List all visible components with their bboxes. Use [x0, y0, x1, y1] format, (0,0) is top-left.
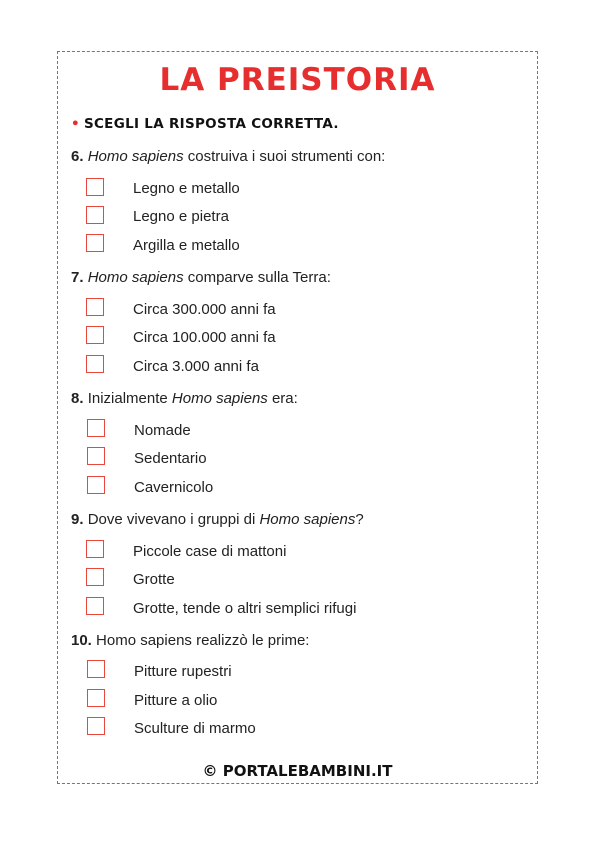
- answer-checkbox[interactable]: [87, 689, 105, 707]
- answer-option: Circa 3.000 anni fa: [133, 358, 259, 375]
- question-text-italic: Homo sapiens: [259, 511, 356, 528]
- answer-option: Nomade: [134, 422, 191, 439]
- question-number: 7.: [71, 269, 84, 286]
- bullet-icon: •: [71, 116, 80, 132]
- answer-checkbox[interactable]: [87, 476, 105, 494]
- answer-checkbox[interactable]: [86, 326, 104, 344]
- answer-checkbox[interactable]: [86, 597, 104, 615]
- answer-option: Grotte, tende o altri semplici rifugi: [133, 600, 357, 617]
- answer-checkbox[interactable]: [87, 660, 105, 678]
- question-text-before: Dove vivevano i gruppi di: [87, 511, 260, 528]
- answer-checkbox[interactable]: [86, 298, 104, 316]
- answer-option: Cavernicolo: [134, 479, 214, 496]
- question-text-italic: Homo sapiens: [171, 390, 268, 407]
- question-text-after: era:: [267, 390, 298, 407]
- answer-checkbox[interactable]: [86, 178, 104, 196]
- question-text-after: comparve sulla Terra:: [183, 269, 331, 286]
- answer-checkbox[interactable]: [86, 206, 104, 224]
- copyright-footer: © PORTALEBAMBINI.IT: [202, 762, 393, 780]
- answer-option: Argilla e metallo: [133, 237, 240, 254]
- question-number: 10.: [71, 632, 92, 649]
- page-title: LA PREISTORIA: [159, 62, 436, 98]
- question-text-after: ?: [355, 511, 364, 528]
- instruction-text: SCEGLI LA RISPOSTA CORRETTA.: [83, 116, 339, 132]
- answer-option: Grotte: [133, 571, 175, 588]
- question-text-before: Inizialmente: [87, 390, 172, 407]
- answer-option: Sedentario: [134, 450, 207, 467]
- answer-option: Piccole case di mattoni: [133, 543, 287, 560]
- answer-option: Legno e metallo: [133, 180, 240, 197]
- answer-option: Circa 300.000 anni fa: [133, 301, 276, 318]
- answer-option: Sculture di marmo: [134, 720, 256, 737]
- question-number: 9.: [71, 511, 84, 528]
- question-number: 8.: [71, 390, 84, 407]
- answer-checkbox[interactable]: [87, 447, 105, 465]
- answer-option: Pitture rupestri: [134, 663, 232, 680]
- answer-checkbox[interactable]: [86, 355, 104, 373]
- answer-checkbox[interactable]: [86, 234, 104, 252]
- question-text-italic: Homo sapiens: [87, 148, 184, 165]
- answer-checkbox[interactable]: [87, 419, 105, 437]
- question-9: [71, 511, 364, 528]
- question-8: [71, 390, 298, 407]
- instruction: [71, 116, 339, 132]
- answer-checkbox[interactable]: [87, 717, 105, 735]
- answer-option: Legno e pietra: [133, 208, 229, 225]
- question-7: [71, 269, 331, 286]
- answer-option: Pitture a olio: [134, 692, 218, 709]
- answer-checkbox[interactable]: [86, 568, 104, 586]
- question-text-after: costruiva i suoi strumenti con:: [183, 148, 386, 165]
- question-text-italic: Homo sapiens: [87, 269, 184, 286]
- answer-option: Circa 100.000 anni fa: [133, 329, 276, 346]
- question-number: 6.: [71, 148, 84, 165]
- question-text-before: Homo sapiens realizzò le prime:: [96, 632, 310, 649]
- question-6: [71, 148, 385, 165]
- answer-checkbox[interactable]: [86, 540, 104, 558]
- question-10: [71, 632, 309, 649]
